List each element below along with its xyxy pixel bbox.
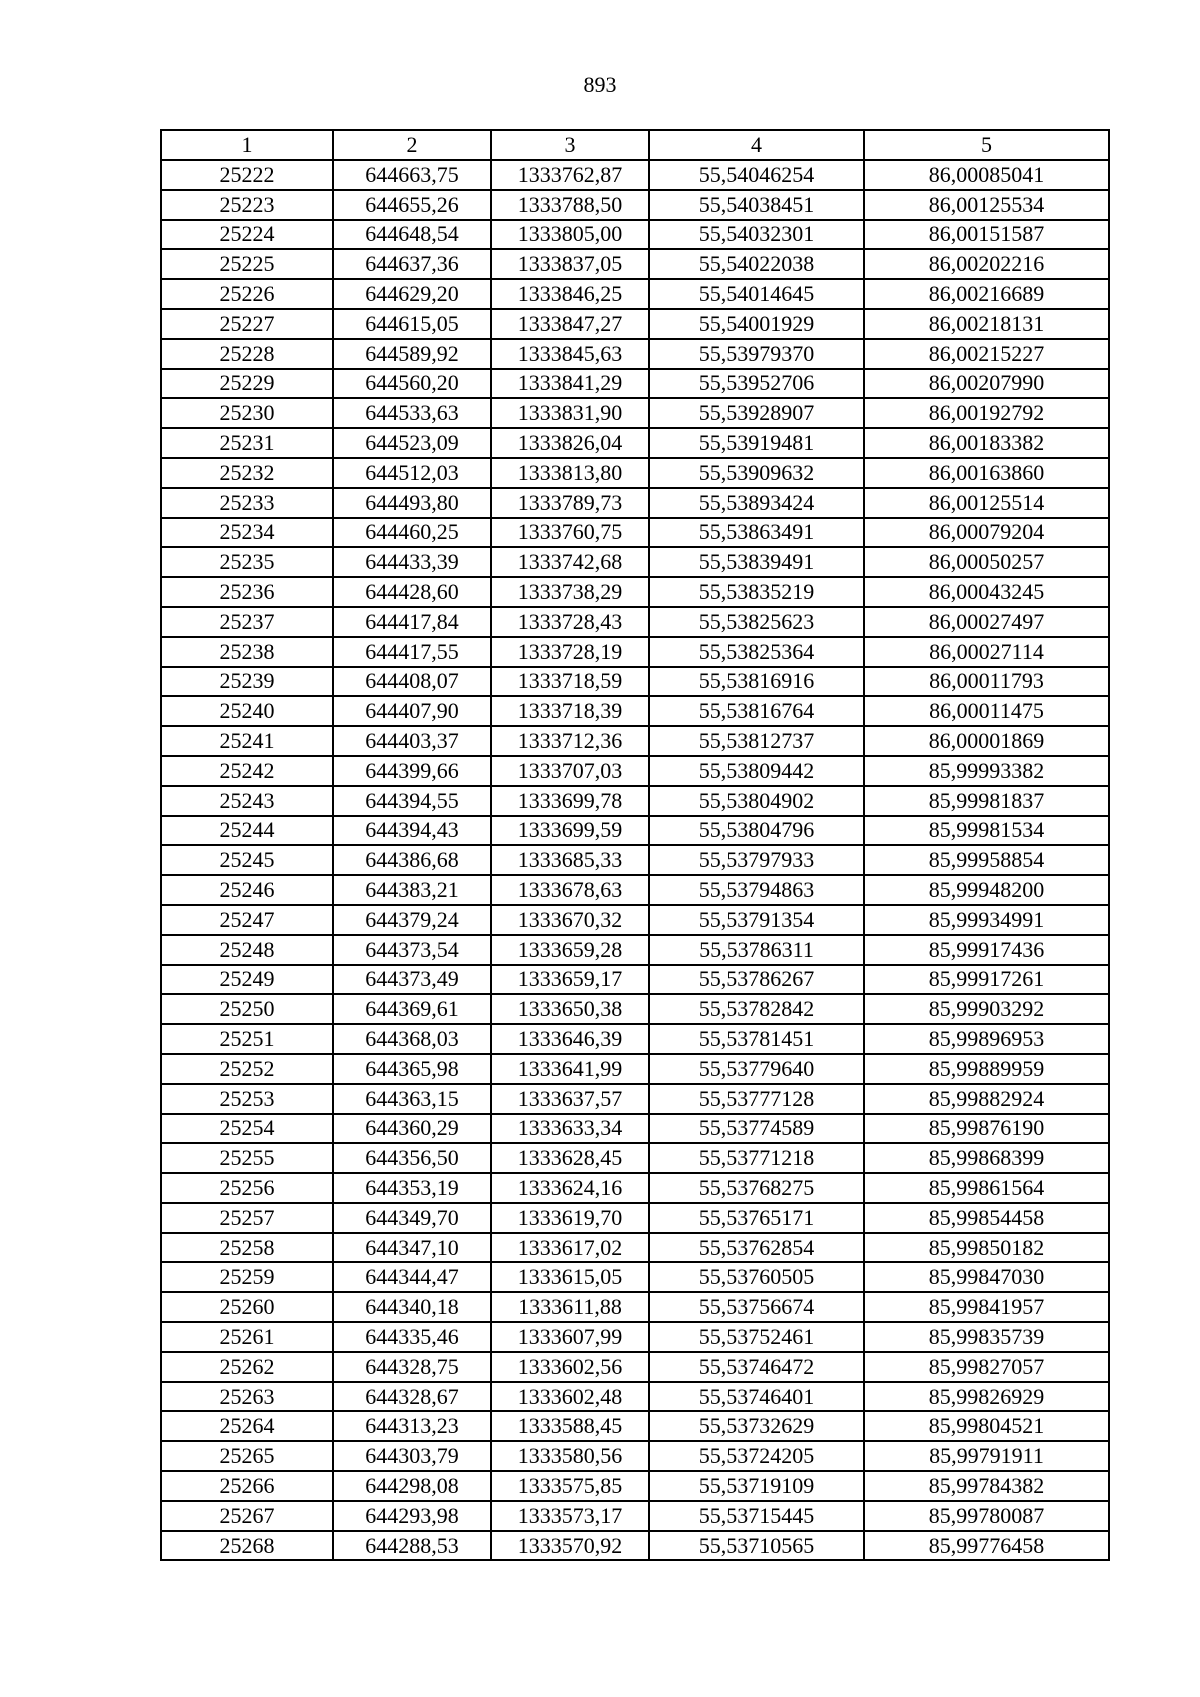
- cell-coord-x: 644407,90: [333, 696, 491, 726]
- cell-longitude: 85,99826929: [864, 1382, 1109, 1412]
- cell-latitude: 55,53732629: [649, 1411, 864, 1441]
- cell-coord-x: 644356,50: [333, 1143, 491, 1173]
- cell-latitude: 55,53804902: [649, 786, 864, 816]
- cell-coord-x: 644383,21: [333, 875, 491, 905]
- cell-latitude: 55,53979370: [649, 339, 864, 369]
- cell-coord-x: 644394,55: [333, 786, 491, 816]
- cell-point-number: 25237: [161, 607, 333, 637]
- cell-point-number: 25253: [161, 1084, 333, 1114]
- table-row: [161, 1262, 1109, 1292]
- cell-point-number: 25242: [161, 756, 333, 786]
- table-row: [161, 518, 1109, 548]
- table-row: [161, 726, 1109, 756]
- cell-point-number: 25239: [161, 667, 333, 697]
- cell-coord-x: 644560,20: [333, 369, 491, 399]
- cell-coord-y: 1333738,29: [491, 577, 649, 607]
- table-header: [161, 130, 1109, 160]
- cell-longitude: 86,00079204: [864, 518, 1109, 548]
- cell-longitude: 85,99958854: [864, 845, 1109, 875]
- cell-coord-x: 644344,47: [333, 1262, 491, 1292]
- column-header: 1: [161, 130, 333, 160]
- cell-latitude: 55,53782842: [649, 994, 864, 1024]
- cell-longitude: 86,00215227: [864, 339, 1109, 369]
- cell-coord-x: 644615,05: [333, 309, 491, 339]
- cell-latitude: 55,53762854: [649, 1233, 864, 1263]
- cell-point-number: 25238: [161, 637, 333, 667]
- cell-coord-y: 1333728,19: [491, 637, 649, 667]
- cell-longitude: 85,99841957: [864, 1292, 1109, 1322]
- cell-coord-y: 1333826,04: [491, 428, 649, 458]
- table-row: [161, 1411, 1109, 1441]
- cell-coord-x: 644328,75: [333, 1352, 491, 1382]
- cell-latitude: 55,53825623: [649, 607, 864, 637]
- table-row: [161, 935, 1109, 965]
- cell-coord-x: 644433,39: [333, 547, 491, 577]
- cell-longitude: 85,99993382: [864, 756, 1109, 786]
- cell-latitude: 55,53715445: [649, 1501, 864, 1531]
- cell-longitude: 85,99780087: [864, 1501, 1109, 1531]
- cell-latitude: 55,53719109: [649, 1471, 864, 1501]
- cell-latitude: 55,53777128: [649, 1084, 864, 1114]
- cell-longitude: 85,99934991: [864, 905, 1109, 935]
- cell-longitude: 85,99784382: [864, 1471, 1109, 1501]
- cell-latitude: 55,53791354: [649, 905, 864, 935]
- cell-coord-y: 1333846,25: [491, 279, 649, 309]
- cell-coord-x: 644460,25: [333, 518, 491, 548]
- cell-point-number: 25229: [161, 369, 333, 399]
- table-row: [161, 220, 1109, 250]
- cell-coord-y: 1333699,59: [491, 816, 649, 846]
- cell-point-number: 25234: [161, 518, 333, 548]
- cell-longitude: 85,99827057: [864, 1352, 1109, 1382]
- cell-coord-x: 644386,68: [333, 845, 491, 875]
- cell-latitude: 55,54032301: [649, 220, 864, 250]
- table-row: [161, 994, 1109, 1024]
- cell-latitude: 55,54001929: [649, 309, 864, 339]
- cell-longitude: 85,99896953: [864, 1024, 1109, 1054]
- cell-coord-y: 1333641,99: [491, 1054, 649, 1084]
- cell-coord-x: 644655,26: [333, 190, 491, 220]
- cell-coord-y: 1333570,92: [491, 1531, 649, 1561]
- cell-latitude: 55,53746401: [649, 1382, 864, 1412]
- table-row: [161, 577, 1109, 607]
- column-header: 5: [864, 130, 1109, 160]
- cell-coord-x: 644303,79: [333, 1441, 491, 1471]
- table-row: [161, 488, 1109, 518]
- table-row: [161, 1173, 1109, 1203]
- cell-coord-x: 644408,07: [333, 667, 491, 697]
- cell-point-number: 25227: [161, 309, 333, 339]
- cell-latitude: 55,54046254: [649, 160, 864, 190]
- table-row: [161, 816, 1109, 846]
- cell-coord-x: 644360,29: [333, 1114, 491, 1144]
- table-row: [161, 279, 1109, 309]
- cell-coord-x: 644373,49: [333, 965, 491, 995]
- cell-longitude: 85,99835739: [864, 1322, 1109, 1352]
- cell-longitude: 86,00085041: [864, 160, 1109, 190]
- cell-latitude: 55,53786267: [649, 965, 864, 995]
- cell-latitude: 55,53804796: [649, 816, 864, 846]
- table-row: [161, 607, 1109, 637]
- cell-point-number: 25260: [161, 1292, 333, 1322]
- cell-latitude: 55,53839491: [649, 547, 864, 577]
- cell-longitude: 86,00027497: [864, 607, 1109, 637]
- cell-coord-x: 644629,20: [333, 279, 491, 309]
- cell-coord-x: 644379,24: [333, 905, 491, 935]
- cell-coord-x: 644373,54: [333, 935, 491, 965]
- cell-point-number: 25251: [161, 1024, 333, 1054]
- cell-coord-x: 644347,10: [333, 1233, 491, 1263]
- cell-coord-x: 644298,08: [333, 1471, 491, 1501]
- cell-coord-x: 644394,43: [333, 816, 491, 846]
- cell-coord-y: 1333847,27: [491, 309, 649, 339]
- cell-latitude: 55,53724205: [649, 1441, 864, 1471]
- cell-longitude: 85,99981534: [864, 816, 1109, 846]
- cell-point-number: 25232: [161, 458, 333, 488]
- cell-latitude: 55,53812737: [649, 726, 864, 756]
- cell-latitude: 55,53909632: [649, 458, 864, 488]
- table-row: [161, 458, 1109, 488]
- cell-coord-y: 1333624,16: [491, 1173, 649, 1203]
- table-row: [161, 1352, 1109, 1382]
- cell-point-number: 25240: [161, 696, 333, 726]
- cell-longitude: 85,99876190: [864, 1114, 1109, 1144]
- coordinates-table: [160, 129, 1110, 1561]
- cell-coord-x: 644399,66: [333, 756, 491, 786]
- cell-coord-y: 1333789,73: [491, 488, 649, 518]
- cell-longitude: 85,99850182: [864, 1233, 1109, 1263]
- cell-longitude: 86,00183382: [864, 428, 1109, 458]
- cell-coord-y: 1333707,03: [491, 756, 649, 786]
- cell-latitude: 55,53952706: [649, 369, 864, 399]
- cell-coord-y: 1333573,17: [491, 1501, 649, 1531]
- table-body: [161, 160, 1109, 1560]
- table-row: [161, 1203, 1109, 1233]
- cell-coord-y: 1333728,43: [491, 607, 649, 637]
- table-row: [161, 309, 1109, 339]
- cell-coord-y: 1333845,63: [491, 339, 649, 369]
- cell-coord-y: 1333831,90: [491, 398, 649, 428]
- cell-point-number: 25236: [161, 577, 333, 607]
- cell-coord-x: 644648,54: [333, 220, 491, 250]
- cell-coord-x: 644512,03: [333, 458, 491, 488]
- cell-latitude: 55,53781451: [649, 1024, 864, 1054]
- cell-coord-y: 1333718,39: [491, 696, 649, 726]
- cell-coord-y: 1333788,50: [491, 190, 649, 220]
- cell-coord-y: 1333615,05: [491, 1262, 649, 1292]
- cell-longitude: 85,99868399: [864, 1143, 1109, 1173]
- cell-point-number: 25233: [161, 488, 333, 518]
- cell-longitude: 86,00192792: [864, 398, 1109, 428]
- cell-point-number: 25261: [161, 1322, 333, 1352]
- cell-coord-x: 644313,23: [333, 1411, 491, 1441]
- table-row: [161, 428, 1109, 458]
- cell-longitude: 85,99981837: [864, 786, 1109, 816]
- cell-latitude: 55,53746472: [649, 1352, 864, 1382]
- table-row: [161, 1024, 1109, 1054]
- cell-coord-y: 1333699,78: [491, 786, 649, 816]
- cell-coord-x: 644493,80: [333, 488, 491, 518]
- cell-coord-y: 1333760,75: [491, 518, 649, 548]
- table-row: [161, 1114, 1109, 1144]
- cell-point-number: 25226: [161, 279, 333, 309]
- cell-coord-x: 644328,67: [333, 1382, 491, 1412]
- cell-point-number: 25258: [161, 1233, 333, 1263]
- table-row: [161, 1292, 1109, 1322]
- cell-latitude: 55,53928907: [649, 398, 864, 428]
- cell-point-number: 25256: [161, 1173, 333, 1203]
- cell-coord-y: 1333617,02: [491, 1233, 649, 1263]
- cell-coord-x: 644353,19: [333, 1173, 491, 1203]
- table-row: [161, 369, 1109, 399]
- cell-latitude: 55,53809442: [649, 756, 864, 786]
- cell-point-number: 25264: [161, 1411, 333, 1441]
- cell-point-number: 25262: [161, 1352, 333, 1382]
- cell-coord-y: 1333619,70: [491, 1203, 649, 1233]
- table-row: [161, 398, 1109, 428]
- cell-coord-y: 1333678,63: [491, 875, 649, 905]
- cell-point-number: 25249: [161, 965, 333, 995]
- cell-point-number: 25257: [161, 1203, 333, 1233]
- cell-latitude: 55,53760505: [649, 1262, 864, 1292]
- cell-coord-y: 1333646,39: [491, 1024, 649, 1054]
- cell-longitude: 86,00027114: [864, 637, 1109, 667]
- cell-coord-y: 1333685,33: [491, 845, 649, 875]
- table-row: [161, 1233, 1109, 1263]
- cell-coord-x: 644288,53: [333, 1531, 491, 1561]
- cell-point-number: 25235: [161, 547, 333, 577]
- table-row: [161, 667, 1109, 697]
- cell-longitude: 85,99791911: [864, 1441, 1109, 1471]
- table-row: [161, 786, 1109, 816]
- table-row: [161, 1322, 1109, 1352]
- cell-point-number: 25265: [161, 1441, 333, 1471]
- cell-point-number: 25248: [161, 935, 333, 965]
- cell-longitude: 85,99917261: [864, 965, 1109, 995]
- cell-coord-x: 644637,36: [333, 249, 491, 279]
- cell-point-number: 25244: [161, 816, 333, 846]
- cell-coord-x: 644417,55: [333, 637, 491, 667]
- cell-coord-x: 644663,75: [333, 160, 491, 190]
- table-row: [161, 845, 1109, 875]
- cell-latitude: 55,53774589: [649, 1114, 864, 1144]
- cell-coord-y: 1333712,36: [491, 726, 649, 756]
- cell-point-number: 25266: [161, 1471, 333, 1501]
- cell-coord-x: 644365,98: [333, 1054, 491, 1084]
- cell-point-number: 25241: [161, 726, 333, 756]
- cell-latitude: 55,53797933: [649, 845, 864, 875]
- cell-longitude: 86,00050257: [864, 547, 1109, 577]
- cell-coord-y: 1333762,87: [491, 160, 649, 190]
- cell-latitude: 55,53779640: [649, 1054, 864, 1084]
- cell-longitude: 86,00163860: [864, 458, 1109, 488]
- cell-latitude: 55,53863491: [649, 518, 864, 548]
- column-header: 4: [649, 130, 864, 160]
- cell-coord-y: 1333841,29: [491, 369, 649, 399]
- cell-longitude: 86,00001869: [864, 726, 1109, 756]
- cell-coord-y: 1333659,17: [491, 965, 649, 995]
- cell-longitude: 85,99903292: [864, 994, 1109, 1024]
- cell-latitude: 55,53786311: [649, 935, 864, 965]
- cell-point-number: 25254: [161, 1114, 333, 1144]
- cell-longitude: 86,00151587: [864, 220, 1109, 250]
- cell-point-number: 25263: [161, 1382, 333, 1412]
- cell-coord-y: 1333805,00: [491, 220, 649, 250]
- cell-point-number: 25230: [161, 398, 333, 428]
- cell-longitude: 86,00011793: [864, 667, 1109, 697]
- cell-longitude: 86,00043245: [864, 577, 1109, 607]
- cell-coord-y: 1333742,68: [491, 547, 649, 577]
- cell-longitude: 85,99948200: [864, 875, 1109, 905]
- cell-point-number: 25243: [161, 786, 333, 816]
- cell-point-number: 25231: [161, 428, 333, 458]
- column-header: 2: [333, 130, 491, 160]
- cell-point-number: 25250: [161, 994, 333, 1024]
- cell-longitude: 86,00125534: [864, 190, 1109, 220]
- page-number: 893: [583, 72, 617, 97]
- cell-coord-y: 1333633,34: [491, 1114, 649, 1144]
- cell-point-number: 25225: [161, 249, 333, 279]
- cell-latitude: 55,54022038: [649, 249, 864, 279]
- table-row: [161, 339, 1109, 369]
- cell-coord-x: 644349,70: [333, 1203, 491, 1233]
- cell-point-number: 25224: [161, 220, 333, 250]
- cell-longitude: 85,99889959: [864, 1054, 1109, 1084]
- cell-coord-x: 644369,61: [333, 994, 491, 1024]
- cell-coord-y: 1333588,45: [491, 1411, 649, 1441]
- cell-latitude: 55,53710565: [649, 1531, 864, 1561]
- cell-latitude: 55,53893424: [649, 488, 864, 518]
- cell-coord-y: 1333575,85: [491, 1471, 649, 1501]
- cell-latitude: 55,53765171: [649, 1203, 864, 1233]
- table-row: [161, 190, 1109, 220]
- header-row: [161, 130, 1109, 160]
- cell-coord-x: 644428,60: [333, 577, 491, 607]
- cell-coord-y: 1333607,99: [491, 1322, 649, 1352]
- cell-point-number: 25259: [161, 1262, 333, 1292]
- cell-point-number: 25247: [161, 905, 333, 935]
- cell-latitude: 55,53752461: [649, 1322, 864, 1352]
- table-row: [161, 1143, 1109, 1173]
- table-row: [161, 1382, 1109, 1412]
- table-row: [161, 1054, 1109, 1084]
- table-row: [161, 1501, 1109, 1531]
- cell-point-number: 25223: [161, 190, 333, 220]
- cell-point-number: 25268: [161, 1531, 333, 1561]
- cell-longitude: 86,00125514: [864, 488, 1109, 518]
- cell-longitude: 86,00202216: [864, 249, 1109, 279]
- cell-longitude: 85,99804521: [864, 1411, 1109, 1441]
- cell-longitude: 86,00216689: [864, 279, 1109, 309]
- table-row: [161, 965, 1109, 995]
- cell-coord-y: 1333659,28: [491, 935, 649, 965]
- cell-coord-y: 1333718,59: [491, 667, 649, 697]
- cell-coord-x: 644523,09: [333, 428, 491, 458]
- cell-point-number: 25245: [161, 845, 333, 875]
- cell-coord-y: 1333670,32: [491, 905, 649, 935]
- cell-point-number: 25228: [161, 339, 333, 369]
- cell-coord-x: 644417,84: [333, 607, 491, 637]
- column-header: 3: [491, 130, 649, 160]
- cell-latitude: 55,53816764: [649, 696, 864, 726]
- cell-coord-x: 644293,98: [333, 1501, 491, 1531]
- table-row: [161, 1471, 1109, 1501]
- cell-point-number: 25267: [161, 1501, 333, 1531]
- cell-latitude: 55,53771218: [649, 1143, 864, 1173]
- cell-coord-y: 1333813,80: [491, 458, 649, 488]
- cell-latitude: 55,53756674: [649, 1292, 864, 1322]
- cell-coord-x: 644403,37: [333, 726, 491, 756]
- cell-longitude: 85,99917436: [864, 935, 1109, 965]
- cell-longitude: 85,99861564: [864, 1173, 1109, 1203]
- cell-coord-x: 644533,63: [333, 398, 491, 428]
- table-row: [161, 875, 1109, 905]
- cell-latitude: 55,53919481: [649, 428, 864, 458]
- table-row: [161, 160, 1109, 190]
- cell-latitude: 55,54014645: [649, 279, 864, 309]
- cell-coord-x: 644335,46: [333, 1322, 491, 1352]
- cell-coord-y: 1333650,38: [491, 994, 649, 1024]
- cell-coord-x: 644368,03: [333, 1024, 491, 1054]
- cell-coord-y: 1333628,45: [491, 1143, 649, 1173]
- cell-coord-x: 644363,15: [333, 1084, 491, 1114]
- cell-point-number: 25252: [161, 1054, 333, 1084]
- cell-latitude: 55,53768275: [649, 1173, 864, 1203]
- cell-longitude: 85,99847030: [864, 1262, 1109, 1292]
- cell-coord-x: 644340,18: [333, 1292, 491, 1322]
- table-row: [161, 1084, 1109, 1114]
- table-row: [161, 905, 1109, 935]
- cell-point-number: 25222: [161, 160, 333, 190]
- cell-latitude: 55,53794863: [649, 875, 864, 905]
- cell-coord-y: 1333837,05: [491, 249, 649, 279]
- table-row: [161, 696, 1109, 726]
- cell-point-number: 25255: [161, 1143, 333, 1173]
- cell-latitude: 55,53835219: [649, 577, 864, 607]
- cell-coord-y: 1333602,56: [491, 1352, 649, 1382]
- cell-longitude: 85,99854458: [864, 1203, 1109, 1233]
- table-row: [161, 1441, 1109, 1471]
- cell-longitude: 85,99882924: [864, 1084, 1109, 1114]
- cell-longitude: 85,99776458: [864, 1531, 1109, 1561]
- cell-latitude: 55,53816916: [649, 667, 864, 697]
- cell-latitude: 55,54038451: [649, 190, 864, 220]
- cell-point-number: 25246: [161, 875, 333, 905]
- cell-coord-x: 644589,92: [333, 339, 491, 369]
- cell-coord-y: 1333611,88: [491, 1292, 649, 1322]
- cell-coord-y: 1333602,48: [491, 1382, 649, 1412]
- table-row: [161, 1531, 1109, 1561]
- table-row: [161, 249, 1109, 279]
- cell-longitude: 86,00207990: [864, 369, 1109, 399]
- cell-longitude: 86,00218131: [864, 309, 1109, 339]
- cell-coord-y: 1333637,57: [491, 1084, 649, 1114]
- cell-latitude: 55,53825364: [649, 637, 864, 667]
- table-row: [161, 547, 1109, 577]
- cell-longitude: 86,00011475: [864, 696, 1109, 726]
- cell-coord-y: 1333580,56: [491, 1441, 649, 1471]
- table-row: [161, 637, 1109, 667]
- table-row: [161, 756, 1109, 786]
